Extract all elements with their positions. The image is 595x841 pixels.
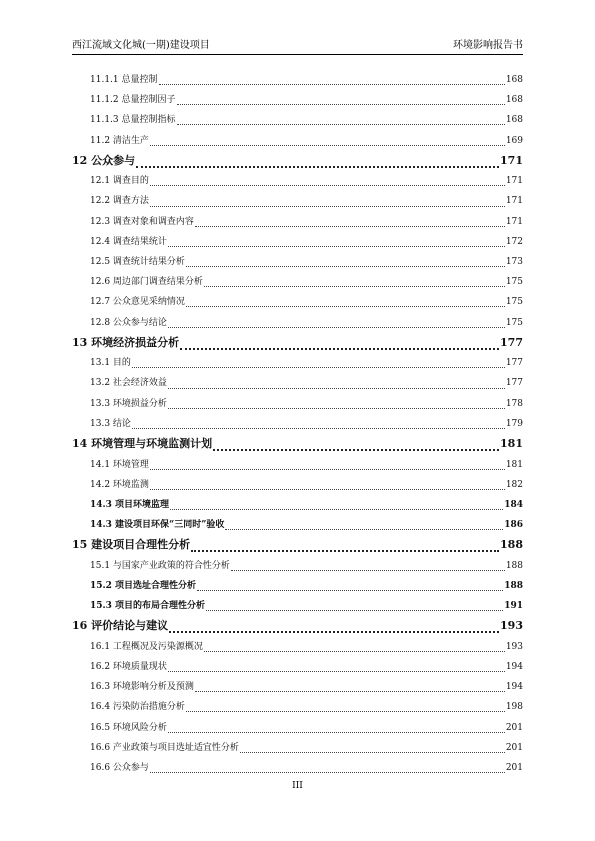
toc-entry[interactable] bbox=[72, 576, 523, 596]
toc-entry[interactable] bbox=[72, 292, 523, 312]
toc-entry-title: 11.1.3 总量控制指标 bbox=[90, 115, 176, 126]
toc-entry-title: 14.1 环境管理 bbox=[90, 459, 149, 470]
toc-entry-page: 191 bbox=[504, 601, 523, 612]
toc-dot-leader bbox=[150, 468, 505, 470]
toc-dot-leader bbox=[168, 387, 505, 389]
toc-entry[interactable] bbox=[72, 637, 523, 657]
toc-entry-page: 178 bbox=[505, 398, 523, 409]
toc-entry[interactable] bbox=[72, 596, 523, 616]
toc-dot-leader bbox=[206, 609, 503, 611]
toc-dot-leader bbox=[231, 569, 505, 571]
toc-entry[interactable] bbox=[72, 738, 523, 758]
toc-entry-page: 171 bbox=[505, 216, 523, 227]
toc-entry-title: 13.2 社会经济效益 bbox=[90, 378, 167, 389]
toc-entry-title: 16.2 环境质量现状 bbox=[90, 662, 167, 672]
toc-entry[interactable] bbox=[72, 556, 523, 576]
toc-entry[interactable] bbox=[72, 191, 523, 211]
toc-dot-leader bbox=[186, 710, 505, 712]
toc-entry[interactable] bbox=[72, 535, 523, 556]
toc-dot-leader bbox=[168, 326, 505, 328]
toc-dot-leader bbox=[197, 589, 503, 591]
toc-entry-page: 201 bbox=[505, 762, 523, 773]
toc-entry[interactable] bbox=[72, 252, 523, 272]
toc-entry-page: 172 bbox=[505, 236, 523, 247]
toc-entry-page: 181 bbox=[500, 437, 523, 450]
toc-dot-leader bbox=[168, 670, 505, 672]
toc-entry-page: 171 bbox=[505, 196, 523, 207]
toc-entry-page: 188 bbox=[504, 580, 523, 591]
toc-dot-leader bbox=[150, 488, 505, 490]
toc-entry-page: 179 bbox=[505, 418, 523, 429]
toc-entry[interactable] bbox=[72, 90, 523, 110]
toc-entry-page: 193 bbox=[505, 641, 523, 652]
toc-entry[interactable] bbox=[72, 110, 523, 130]
toc-entry[interactable] bbox=[72, 758, 523, 778]
header-document-type: 环境影响报告书 bbox=[453, 40, 523, 51]
toc-dot-leader bbox=[132, 366, 505, 368]
toc-entry-title: 11.1.1 总量控制 bbox=[90, 75, 158, 85]
toc-entry-title: 12.7 公众意见采纳情况 bbox=[90, 297, 185, 308]
toc-entry[interactable] bbox=[72, 677, 523, 697]
toc-entry-page: 198 bbox=[505, 702, 523, 713]
toc-entry-title: 11.1.2 总量控制因子 bbox=[90, 95, 176, 106]
toc-entry[interactable] bbox=[72, 414, 523, 434]
toc-entry-page: 168 bbox=[505, 75, 523, 85]
toc-entry-title: 12.5 调查统计结果分析 bbox=[90, 257, 185, 267]
toc-entry-page: 201 bbox=[505, 742, 523, 753]
page-header bbox=[72, 38, 523, 55]
toc-entry-title: 14.3 建设项目环保“三同时”验收 bbox=[90, 520, 225, 531]
toc-dot-leader bbox=[191, 549, 499, 552]
toc-dot-leader bbox=[168, 731, 505, 733]
toc-entry-page: 177 bbox=[505, 378, 523, 389]
toc-entry[interactable] bbox=[72, 171, 523, 191]
toc-entry-title: 12.8 公众参与结论 bbox=[90, 317, 167, 328]
toc-dot-leader bbox=[150, 184, 505, 186]
toc-entry-page: 182 bbox=[505, 479, 523, 490]
toc-entry-page: 175 bbox=[505, 277, 523, 288]
toc-entry[interactable] bbox=[72, 313, 523, 333]
toc-entry-title: 12.1 调查目的 bbox=[90, 176, 149, 187]
toc-entry[interactable] bbox=[72, 272, 523, 292]
toc-entry[interactable] bbox=[72, 353, 523, 373]
toc-entry-title: 12.6 周边部门调查结果分析 bbox=[90, 277, 203, 288]
toc-entry-title: 13.3 环境损益分析 bbox=[90, 398, 167, 409]
toc-entry[interactable] bbox=[72, 212, 523, 232]
toc-entry-page: 177 bbox=[500, 335, 523, 349]
toc-dot-leader bbox=[225, 528, 503, 530]
toc-dot-leader bbox=[170, 508, 503, 510]
toc-entry-page: 175 bbox=[505, 317, 523, 328]
toc-dot-leader bbox=[195, 225, 505, 227]
toc-dot-leader bbox=[150, 144, 505, 146]
toc-entry-title: 12.4 调查结果统计 bbox=[90, 236, 167, 247]
toc-entry[interactable] bbox=[72, 616, 523, 637]
toc-entry-title: 13.1 目的 bbox=[90, 358, 131, 369]
toc-entry-title: 12.3 调查对象和调查内容 bbox=[90, 216, 194, 227]
toc-entry-page: 184 bbox=[504, 499, 523, 510]
toc-entry-title: 16.4 污染防治措施分析 bbox=[90, 702, 185, 713]
toc-entry-title: 16.6 产业政策与项目选址适宜性分析 bbox=[90, 742, 239, 753]
toc-entry[interactable] bbox=[72, 151, 523, 172]
toc-entry-title: 15.3 项目的布局合理性分析 bbox=[90, 601, 206, 612]
toc-entry[interactable] bbox=[72, 515, 523, 535]
toc-entry[interactable] bbox=[72, 70, 523, 90]
toc-dot-leader bbox=[136, 165, 499, 168]
toc-entry-page: 169 bbox=[505, 135, 523, 146]
toc-dot-leader bbox=[169, 630, 499, 633]
toc-entry-page: 194 bbox=[505, 682, 523, 693]
toc-entry-page: 175 bbox=[505, 297, 523, 308]
toc-entry[interactable] bbox=[72, 657, 523, 677]
toc-dot-leader bbox=[204, 285, 505, 287]
toc-entry[interactable] bbox=[72, 475, 523, 495]
toc-entry[interactable] bbox=[72, 697, 523, 717]
toc-dot-leader bbox=[177, 123, 505, 125]
toc-entry-page: 194 bbox=[505, 662, 523, 672]
toc-dot-leader bbox=[150, 205, 505, 207]
toc-entry-title: 12.2 调查方法 bbox=[90, 196, 149, 207]
toc-dot-leader bbox=[204, 650, 505, 652]
toc-entry-page: 193 bbox=[500, 619, 523, 633]
toc-entry-title: 14.2 环境监测 bbox=[90, 479, 149, 490]
toc-dot-leader bbox=[132, 427, 505, 429]
toc-dot-leader bbox=[186, 265, 505, 267]
table-of-contents bbox=[72, 70, 523, 778]
toc-entry-title: 12 公众参与 bbox=[72, 153, 136, 167]
toc-entry[interactable] bbox=[72, 495, 523, 515]
toc-entry-page: 201 bbox=[505, 722, 523, 733]
toc-dot-leader bbox=[186, 305, 505, 307]
toc-entry-page: 171 bbox=[500, 153, 523, 167]
toc-dot-leader bbox=[150, 771, 505, 773]
toc-dot-leader bbox=[213, 448, 499, 451]
toc-entry-title: 16.6 公众参与 bbox=[90, 762, 149, 773]
toc-entry-title: 16 评价结论与建议 bbox=[72, 619, 169, 633]
toc-entry-page: 181 bbox=[505, 459, 523, 470]
toc-entry-page: 186 bbox=[504, 520, 523, 531]
toc-entry-title: 13.3 结论 bbox=[90, 418, 131, 429]
toc-entry-page: 173 bbox=[505, 257, 523, 267]
toc-entry[interactable] bbox=[72, 333, 523, 354]
header-project-title: 西江流域文化城(一期)建设项目 bbox=[72, 40, 210, 51]
toc-entry-page: 168 bbox=[505, 95, 523, 106]
toc-entry[interactable] bbox=[72, 718, 523, 738]
toc-entry[interactable] bbox=[72, 131, 523, 151]
toc-dot-leader bbox=[168, 245, 505, 247]
toc-entry[interactable] bbox=[72, 394, 523, 414]
toc-entry-title: 11.2 清洁生产 bbox=[90, 135, 149, 146]
toc-entry[interactable] bbox=[72, 232, 523, 252]
toc-entry-title: 14.3 项目环境监理 bbox=[90, 499, 170, 510]
toc-dot-leader bbox=[240, 751, 505, 753]
toc-entry-title: 13 环境经济损益分析 bbox=[72, 335, 180, 349]
toc-entry-title: 16.3 环境影响分析及预测 bbox=[90, 682, 194, 693]
toc-entry[interactable] bbox=[72, 434, 523, 455]
toc-dot-leader bbox=[195, 690, 505, 692]
toc-entry-title: 16.5 环境风险分析 bbox=[90, 722, 167, 733]
toc-entry-title: 15.1 与国家产业政策的符合性分析 bbox=[90, 560, 230, 571]
toc-dot-leader bbox=[159, 83, 505, 85]
toc-entry-title: 15.2 项目选址合理性分析 bbox=[90, 580, 197, 591]
toc-entry-title: 15 建设项目合理性分析 bbox=[72, 538, 191, 552]
toc-entry-page: 177 bbox=[505, 358, 523, 369]
toc-entry-page: 188 bbox=[505, 560, 523, 571]
page-number: III bbox=[292, 781, 303, 791]
toc-entry-page: 171 bbox=[505, 176, 523, 187]
toc-dot-leader bbox=[177, 103, 505, 105]
toc-entry-title: 14 环境管理与环境监测计划 bbox=[72, 437, 213, 450]
toc-dot-leader bbox=[180, 347, 499, 350]
toc-dot-leader bbox=[168, 407, 505, 409]
toc-entry-page: 168 bbox=[505, 115, 523, 126]
toc-entry-title: 16.1 工程概况及污染源概况 bbox=[90, 641, 203, 652]
toc-entry[interactable] bbox=[72, 373, 523, 393]
toc-entry[interactable] bbox=[72, 455, 523, 475]
toc-entry-page: 188 bbox=[500, 538, 523, 552]
